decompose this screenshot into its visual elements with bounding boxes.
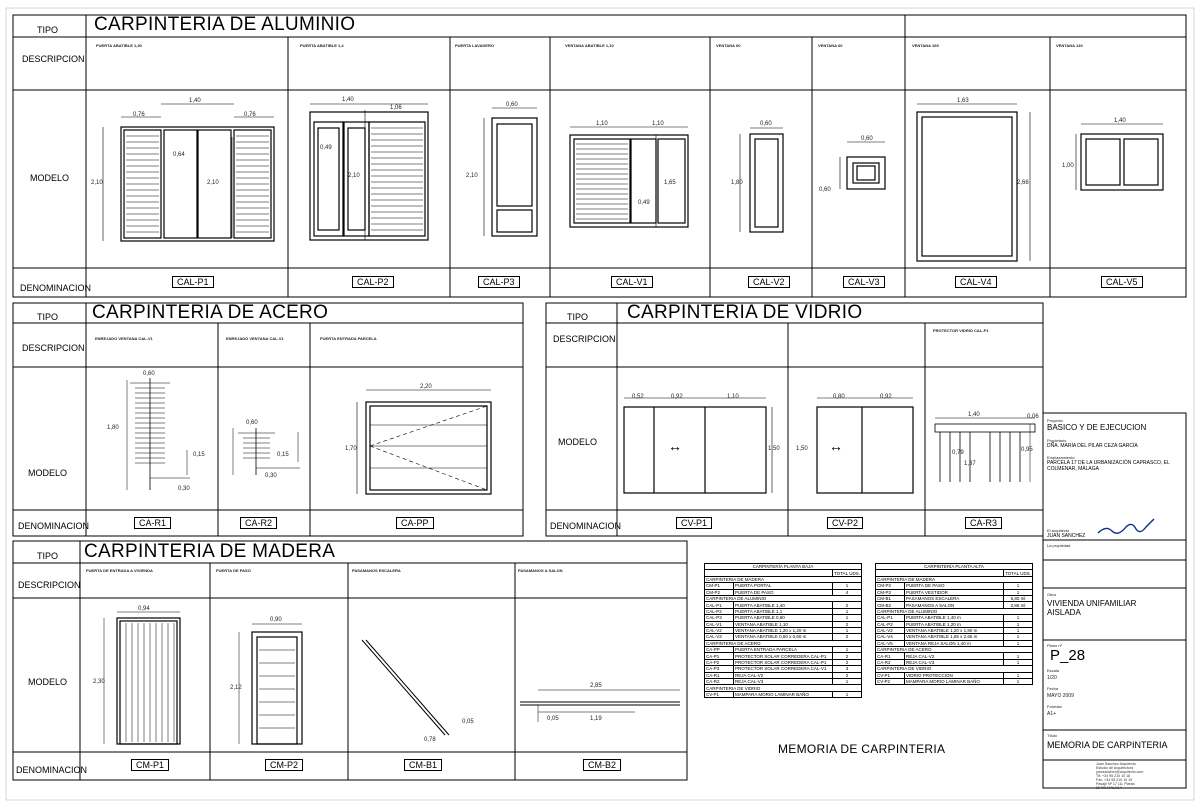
table-cell: PASAMANOS ESCALERA: [905, 595, 1004, 601]
table-cell: 1: [1004, 615, 1033, 621]
dim: 1,65: [664, 180, 676, 186]
section-row: CARPINTERIA DE ACERO: [876, 647, 1033, 653]
table-cell: VENTANA ABATIBLE 1,65 x 2,65 m: [905, 634, 1004, 640]
table-cell: 1: [1004, 583, 1033, 589]
planta-baja-title: CARPINTERÍA PLANTA BAJA: [705, 564, 862, 570]
dim: 1,37: [964, 461, 976, 467]
table-cell: 1: [1004, 640, 1033, 646]
cm-p2-drawing: [239, 624, 302, 744]
aluminio-title: CARPINTERIA DE ALUMINIO: [94, 14, 356, 35]
table-cell: 1: [1004, 659, 1033, 665]
table-cell: REJA CAL-V2: [905, 653, 1004, 659]
section-row: CARPINTERIA DE MADERA: [876, 576, 1033, 582]
table-cell: 2: [833, 621, 862, 627]
table-cell: 1: [1004, 679, 1033, 685]
table-cell: 1: [833, 615, 862, 621]
plano-number: P_28: [1050, 647, 1086, 664]
cal-v3-description: VENTANA 60: [818, 43, 843, 48]
table-cell: VENTANA ABATIBLE 1,10: [734, 621, 833, 627]
dim: 1,10: [596, 121, 608, 127]
dim: 0,52: [632, 394, 644, 400]
table-cell: 2,85 ml: [1004, 602, 1033, 608]
cal-p1-code: CAL-P1: [172, 276, 214, 288]
dim: 0,76: [133, 112, 145, 118]
ca-pp-drawing: [357, 390, 491, 494]
titulo-value: MEMORIA DE CARPINTERIA: [1047, 740, 1168, 750]
acero-modelo-label: MODELO: [28, 468, 68, 478]
table-cell: 1: [833, 679, 862, 685]
dim: 2,10: [91, 180, 103, 186]
signature-mark: [1098, 519, 1154, 533]
acero-descripcion-label: DESCRIPCION: [22, 343, 85, 353]
cal-v3-drawing: [840, 142, 885, 189]
table-cell: CAL-P2: [876, 621, 905, 627]
dim: 2,12: [230, 685, 242, 691]
section-row: CARPINTERIA DE VIDRIO: [705, 685, 862, 691]
dim: 1,40: [189, 98, 201, 104]
cal-p2-drawing: [310, 104, 428, 240]
table-cell: MAMPARA MORIO LAMINAR BAÑO: [734, 691, 833, 697]
arquitecto-block: [1047, 528, 1085, 539]
ca-r3-description: PROTECTOR VIDRIO CAL-P1: [933, 328, 989, 333]
cm-b2-code: CM-B2: [583, 759, 621, 771]
ca-r1-drawing: [127, 378, 190, 490]
table-cell: CM-P2: [876, 589, 905, 595]
table-cell: CAL-P1: [705, 602, 734, 608]
table-cell: REJA CAL-V3: [734, 679, 833, 685]
dim: 0,05: [547, 716, 559, 722]
cal-v1-code: CAL-V1: [611, 276, 653, 288]
arquitecto-label: El arquitecto: [1047, 528, 1070, 533]
cm-p1-description: PUERTA DE ENTRADA A VIVIENDA: [86, 568, 153, 573]
planta-alta-table: [875, 563, 1033, 685]
estudio-line: Pasaje Nº 17 1A, Planta: [1096, 782, 1135, 786]
dim: 1,50: [768, 446, 780, 452]
dim: 0,76: [244, 112, 256, 118]
table-cell: VIDRIO PROTECCION: [905, 672, 1004, 678]
cal-p3-code: CAL-P3: [478, 276, 520, 288]
table-cell: CA-P1: [705, 653, 734, 659]
table-cell: PUERTA PORTAL: [734, 583, 833, 589]
dim: 2,85: [590, 683, 602, 689]
cal-v2-code: CAL-V2: [748, 276, 790, 288]
table-cell: CAL-V1: [705, 621, 734, 627]
vidrio-modelo-label: MODELO: [558, 437, 598, 447]
table-cell: VENTANA ABATIBLE 1,20 x 1,80 m: [905, 627, 1004, 633]
table-cell: CAL-P2: [705, 608, 734, 614]
table-cell: REJA CAL-V2: [734, 672, 833, 678]
vidrio-descripcion-label: DESCRIPCION: [553, 334, 616, 344]
estudio-line: juansanchez@arquitecto.com: [1096, 770, 1144, 774]
table-cell: PUERTA ABATIBLE 1,40 m: [905, 615, 1004, 621]
table-cell: 1: [833, 647, 862, 653]
madera-descripcion-label: DESCRIPCION: [18, 580, 81, 590]
proyecto-label: Proyecto: [1047, 418, 1063, 423]
table-cell: CAL-V2: [876, 627, 905, 633]
aluminio-modelo-label: MODELO: [30, 173, 70, 183]
obra-value: VIVIENDA UNIFAMILIAR AISLADA: [1047, 599, 1137, 617]
dim: 0,92: [880, 394, 892, 400]
dim: 2,20: [420, 384, 432, 390]
ca-r2-description: ENREJADO VENTANA CAL-V1: [226, 336, 284, 341]
table-cell: CV-P2: [876, 679, 905, 685]
section-row: CARPINTERIA DE MADERA: [705, 576, 862, 582]
table-cell: VENTANA ABATIBLE 0,60 x 0,60 m: [734, 634, 833, 640]
cm-b1-code: CM-B1: [404, 759, 442, 771]
table-cell: CAL-V3: [705, 634, 734, 640]
table-cell: PUERTA ABATIBLE 0,60: [734, 615, 833, 621]
madera-title: CARPINTERIA DE MADERA: [84, 541, 336, 562]
cal-v2-description: VENTANA 60: [716, 43, 741, 48]
cv-p1-drawing: [624, 398, 772, 493]
formato-label: Formato: [1047, 704, 1062, 709]
table-cell: PUERTA ABATIBLE 1,40: [734, 602, 833, 608]
obra-label: Obra: [1047, 592, 1056, 597]
estudio-line: Estudio de Arquitectura: [1096, 766, 1134, 770]
table-row: [876, 679, 1033, 685]
table-cell: 1: [833, 627, 862, 633]
table-cell: 2: [833, 672, 862, 678]
table-cell: CA-P2: [705, 659, 734, 665]
table-cell: CAL-V5: [876, 640, 905, 646]
table-cell: CA-R2: [876, 659, 905, 665]
escala-label: Escala: [1047, 668, 1060, 673]
cm-b1-description: PASAMANOS ESCALERA: [352, 568, 401, 573]
cal-v4-drawing: [917, 104, 1030, 261]
dim: 0,60: [760, 121, 772, 127]
table-cell: 1: [1004, 653, 1033, 659]
table-cell: PUERTA ABATIBLE 1,1: [734, 608, 833, 614]
table-cell: 3: [833, 666, 862, 672]
madera-denominacion-label: DENOMINACION: [16, 765, 88, 775]
dim: 2,10: [207, 180, 219, 186]
table-cell: 1: [833, 608, 862, 614]
dim: 1,19: [590, 716, 602, 722]
dim: 0,95: [1021, 447, 1033, 453]
table-cell: 1: [1004, 627, 1033, 633]
planta-alta-title: CARPINTERÍA PLANTA ALTA: [876, 564, 1033, 570]
ca-r3-drawing: [935, 418, 1035, 482]
dim: 1,40: [1114, 118, 1126, 124]
cal-v2-drawing: [740, 128, 783, 232]
dim: 0,60: [506, 102, 518, 108]
table-cell: PROTECTOR SOLAR CORREDERA CAL-V1: [734, 666, 833, 672]
dim: 2,66: [1017, 180, 1029, 186]
table-cell: 1: [1004, 621, 1033, 627]
dim: 0,49: [320, 145, 332, 151]
table-cell: 4: [833, 589, 862, 595]
table-cell: VENTANA REJA SALON 1,40 m: [905, 640, 1004, 646]
cal-p1-description: PUERTA ABATIBLE 1,40: [96, 43, 142, 48]
table-cell: CA-R1: [876, 653, 905, 659]
vidrio-tipo-label: TIPO: [567, 312, 589, 322]
aluminio-tipo-label: TIPO: [37, 25, 59, 35]
sliding-arrows-icon: ↔: [668, 438, 682, 454]
sliding-arrows-icon: ↔: [829, 438, 843, 454]
dim: 0,15: [193, 452, 205, 458]
cal-v3-code: CAL-V3: [843, 276, 885, 288]
dim: 0,92: [671, 394, 683, 400]
ca-r1-code: CA-R1: [134, 517, 171, 529]
table-cell: PUERTA DE PASO: [905, 583, 1004, 589]
table-cell: 2: [833, 659, 862, 665]
dim: 2,30: [93, 679, 105, 685]
table-cell: REJA CAL-V3: [905, 659, 1004, 665]
acero-tipo-label: TIPO: [37, 312, 59, 322]
estudio-line: Tlf: +34 95 210 10 18: [1096, 774, 1131, 778]
ca-pp-description: PUERTA ENTRADA PARCELA: [320, 336, 377, 341]
propiedad-label: La propiedad: [1047, 543, 1071, 548]
formato-value: A1+: [1047, 711, 1057, 717]
vidrio-title: CARPINTERIA DE VIDRIO: [627, 302, 863, 323]
dim: 0,06: [1027, 414, 1039, 420]
aluminio-table-frame: [13, 15, 1186, 297]
cal-p1-drawing: [103, 104, 274, 241]
cal-v5-drawing: [1076, 124, 1163, 190]
table-cell: 1: [833, 583, 862, 589]
escala-value: 1/20: [1047, 675, 1057, 681]
dim: 0,05: [462, 719, 474, 725]
table-cell: CA-R1: [705, 672, 734, 678]
dim: 1,70: [345, 446, 357, 452]
table-cell: 1: [1004, 672, 1033, 678]
table-cell: 2: [833, 634, 862, 640]
fecha-label: Fecha: [1047, 686, 1059, 691]
madera-table-frame: [13, 541, 687, 780]
propietario-value: DÑA. MARÍA DEL PILAR CEZA GARCÍA: [1047, 443, 1138, 449]
dim: 1,80: [107, 425, 119, 431]
cm-p1-drawing: [104, 612, 180, 744]
plano-label: Plano nº: [1047, 643, 1063, 648]
table-cell: CM-P1: [705, 583, 734, 589]
table-cell: PUERTA ABATIBLE 1,20 m: [905, 621, 1004, 627]
acero-denominacion-label: DENOMINACION: [18, 521, 90, 531]
cm-b2-description: PASAMANOS A SALON: [518, 568, 563, 573]
dim: 2,10: [348, 173, 360, 179]
table-cell: CV-P1: [705, 691, 734, 697]
cv-p1-code: CV-P1: [676, 517, 712, 529]
dim: 0,94: [138, 606, 150, 612]
vidrio-denominacion-label: DENOMINACION: [550, 521, 622, 531]
aluminio-descripcion-label: DESCRIPCION: [22, 54, 85, 64]
cal-v4-code: CAL-V4: [955, 276, 997, 288]
table-cell: 1: [1004, 634, 1033, 640]
ca-r2-code: CA-R2: [240, 517, 277, 529]
table-cell: CAL-V4: [876, 634, 905, 640]
memoria-caption: MEMORIA DE CARPINTERIA: [778, 742, 946, 756]
dim: 1,10: [652, 121, 664, 127]
cal-p2-code: CAL-P2: [352, 276, 394, 288]
titulo-label: Título: [1047, 733, 1058, 738]
vidrio-table-frame: [546, 303, 1043, 536]
table-cell: PUERTA DE PASO: [734, 589, 833, 595]
cal-v5-description: VENTANA 140: [1056, 43, 1083, 48]
proyecto-value: BASICO Y DE EJECUCION: [1047, 423, 1147, 432]
dim: 1,50: [796, 446, 808, 452]
dim: 1,80: [731, 180, 743, 186]
estudio-block: [1096, 762, 1143, 790]
cal-p2-description: PUERTA ABATIBLE 1,4: [300, 43, 344, 48]
dim: 0,15: [277, 452, 289, 458]
table-cell: PROTECTOR SOLAR CORREDERA CAL-P1: [734, 659, 833, 665]
dim: 0,49: [638, 200, 650, 206]
section-row: CARPINTERIA DE VIDRIO: [876, 666, 1033, 672]
acero-title: CARPINTERIA DE ACERO: [92, 302, 329, 323]
emplazamiento-label: Emplazamiento: [1047, 455, 1075, 460]
cal-v1-description: VENTANA ABATIBLE 1,10: [565, 43, 614, 48]
madera-modelo-label: MODELO: [28, 677, 68, 687]
planta-baja-table: [704, 563, 862, 698]
cv-p2-code: CV-P2: [827, 517, 863, 529]
emplazamiento-value: PARCELA 17 DE LA URBANIZACIÓN CAPRASCO, EL COLMENAR, MÁLAGA: [1047, 460, 1170, 472]
table-cell: MAMPARA MORIO LAMINAR BAÑO: [905, 679, 1004, 685]
table-cell: CM-B2: [876, 602, 905, 608]
dim: 0,60: [861, 136, 873, 142]
dim: 0,64: [173, 152, 185, 158]
table-cell: 5,80 ml: [1004, 595, 1033, 601]
dim: 0,60: [819, 187, 831, 193]
cal-v4-description: VENTANA 165: [912, 43, 939, 48]
table-cell: 2: [833, 602, 862, 608]
table-cell: 1: [1004, 589, 1033, 595]
table-cell: PUERTA ENTRADA PARCELA: [734, 647, 833, 653]
section-row: CARPINTERIA DE ALUMINIO: [876, 608, 1033, 614]
table-cell: CA-R2: [705, 679, 734, 685]
ca-r1-description: ENREJADO VENTANA CAL-V1: [95, 336, 153, 341]
section-row: CARPINTERIA DE ACERO: [705, 640, 862, 646]
table-cell: CA-PP: [705, 647, 734, 653]
dim: 0,30: [178, 486, 190, 492]
cal-p3-drawing: [484, 108, 537, 236]
arquitecto-value: JUAN SANCHEZ: [1047, 533, 1086, 539]
table-cell: 2: [833, 653, 862, 659]
table-row: [705, 691, 862, 697]
dim: 2,10: [466, 173, 478, 179]
table-cell: CM-P2: [705, 589, 734, 595]
dim: 0,90: [270, 617, 282, 623]
dim: 1,00: [1062, 163, 1074, 169]
table-cell: CAL-V2: [705, 627, 734, 633]
cm-p2-description: PUERTA DE PASO: [216, 568, 251, 573]
cm-p2-code: CM-P2: [265, 759, 303, 771]
total-header: TOTAL UDS.: [834, 570, 860, 576]
dim: 0,78: [424, 737, 436, 743]
cal-p3-description: PUERTA LAVADERO: [455, 43, 494, 48]
fecha-value: MAYO 2009: [1047, 693, 1074, 699]
title-block: [1047, 418, 1183, 472]
table-cell: CAL-P3: [705, 615, 734, 621]
ca-r2-drawing: [233, 428, 300, 475]
dim: 1,40: [342, 97, 354, 103]
estudio-line: 29400 MALAGA: [1096, 786, 1122, 790]
dim: 1,06: [390, 105, 402, 111]
dim: 1,40: [968, 412, 980, 418]
dim: 0,79: [952, 450, 964, 456]
ca-pp-code: CA-PP: [396, 517, 434, 529]
table-cell: VENTANA ABATIBLE 1,20 x 1,20 m: [734, 627, 833, 633]
dim: 0,60: [143, 371, 155, 377]
cm-p1-code: CM-P1: [131, 759, 169, 771]
table-cell: CV-P1: [876, 672, 905, 678]
propietario-label: Propietario: [1047, 438, 1067, 443]
ca-r3-code: CA-R3: [965, 517, 1002, 529]
table-cell: PUERTA VESTIDOR: [905, 589, 1004, 595]
estudio-line: Juan Sanchez Arquitecto: [1096, 762, 1136, 766]
aluminio-denominacion-label: DENOMINACION: [20, 283, 92, 293]
dim: 0,80: [833, 394, 845, 400]
dim: 0,30: [265, 473, 277, 479]
cal-v1-drawing: [570, 127, 688, 227]
table-cell: CA-P3: [705, 666, 734, 672]
dim: 0,60: [246, 420, 258, 426]
dim: 1,63: [957, 98, 969, 104]
section-row: CARPINTERIA DE ALUMINIO: [705, 595, 862, 601]
cal-v5-code: CAL-V5: [1101, 276, 1143, 288]
table-cell: CM-P2: [876, 583, 905, 589]
total-header: TOTAL UDS.: [1005, 570, 1031, 576]
table-cell: PROTECTOR SOLAR CORREDERA CAL-P1: [734, 653, 833, 659]
dim: 1,10: [727, 394, 739, 400]
table-cell: CM-B1: [876, 595, 905, 601]
estudio-line: Fax: +34 95 210 10 19: [1096, 778, 1133, 782]
cm-b1-drawing: [362, 640, 449, 735]
table-cell: PASAMANOS A SALON: [905, 602, 1004, 608]
table-cell: CAL-P1: [876, 615, 905, 621]
madera-tipo-label: TIPO: [37, 551, 59, 561]
table-cell: 1: [833, 691, 862, 697]
